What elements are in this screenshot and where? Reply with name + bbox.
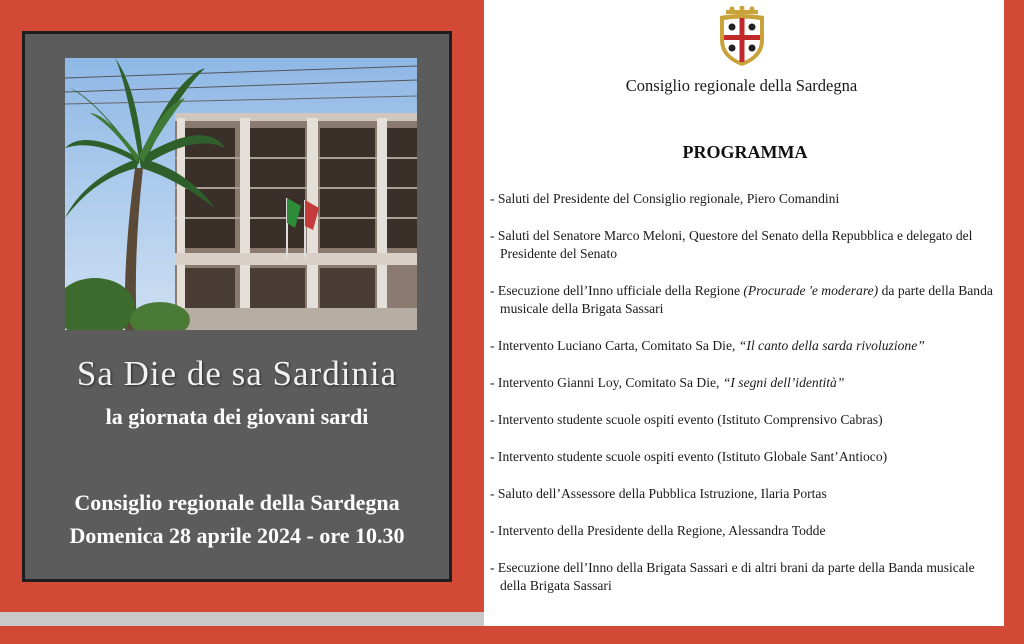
poster-venue: Consiglio regionale della Sardegna	[74, 490, 400, 515]
program-item: - Intervento Gianni Loy, Comitato Sa Die, “I segni dell’identità”	[490, 375, 845, 390]
program-item: - Intervento Luciano Carta, Comitato Sa Die, “Il canto della sarda rivoluzione”	[490, 338, 925, 353]
program-item: - Saluti del Presidente del Consiglio regionale, Piero Comandini	[490, 191, 840, 206]
program-item: - Esecuzione dell’Inno ufficiale della Regione (Procurade 'e moderare) da parte della Banda musicale della Brigata Sassari	[490, 283, 993, 316]
council-building-photo	[65, 58, 417, 330]
program-item: - Intervento studente scuole ospiti evento (Istituto Comprensivo Cabras)	[490, 412, 883, 427]
org-name: Consiglio regionale della Sardegna	[625, 76, 858, 95]
program-panel	[484, 0, 1004, 626]
poster-date: Domenica 28 aprile 2024 - ore 10.30	[69, 523, 405, 548]
poster-subtitle: la giornata dei giovani sardi	[105, 404, 369, 429]
program-item: - Saluto dell’Assessore della Pubblica Istruzione, Ilaria Portas	[490, 486, 827, 501]
sardinia-coat-of-arms-icon	[714, 6, 770, 68]
poster-title: Sa Die de sa Sardinia	[76, 354, 398, 393]
right-strip	[1004, 28, 1024, 626]
program-item: - Intervento della Presidente della Regione, Alessandra Todde	[490, 523, 826, 538]
bottom-band	[0, 626, 1024, 644]
program-list	[490, 190, 995, 614]
bottom-divider	[0, 612, 484, 626]
program-item: - Esecuzione dell’Inno della Brigata Sassari e di altri brani da parte della Banda musicale della Brigata Sassari	[490, 560, 975, 593]
program-heading: PROGRAMMA	[682, 142, 808, 162]
program-item: - Saluti del Senatore Marco Meloni, Questore del Senato della Repubblica e delegato del Presidente del Senato	[490, 228, 973, 261]
program-item: - Intervento studente scuole ospiti evento (Istituto Globale Sant’Antioco)	[490, 449, 888, 464]
poster-card	[22, 31, 452, 582]
